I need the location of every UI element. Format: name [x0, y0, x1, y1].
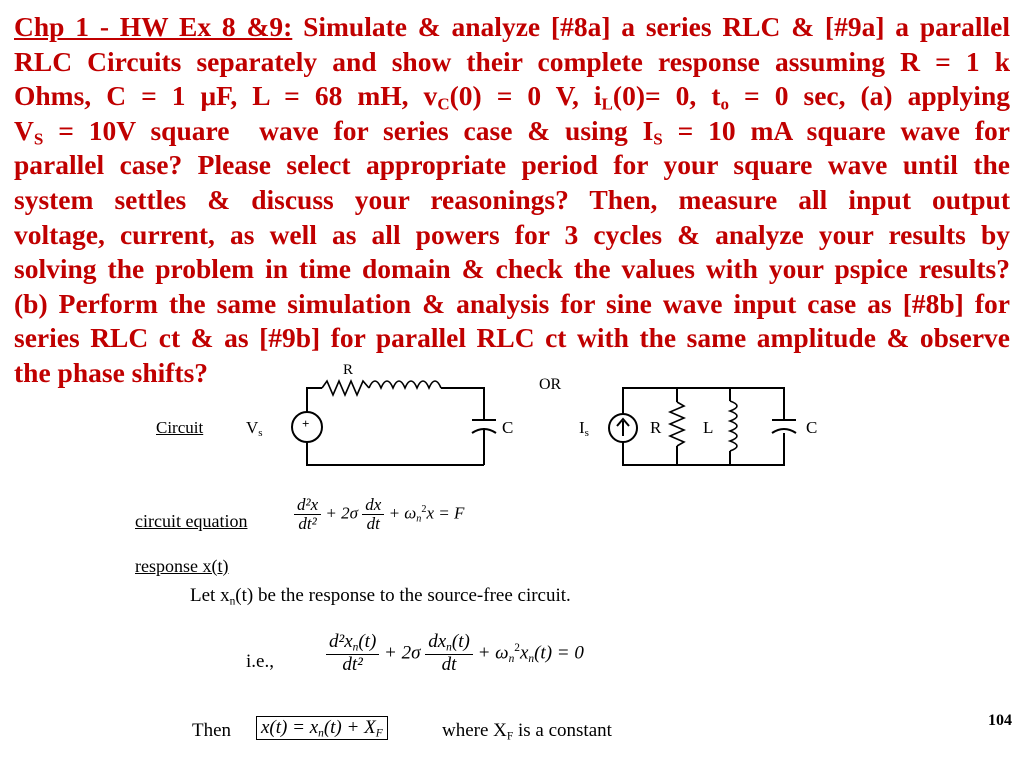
arrow-up-icon	[617, 419, 629, 436]
circuit-equation: $\frac{\text{d²x}}{\text{dt²}}$ + 2σ $\frac{dx}{dt}$ + $\omega n^2x = F$	[294, 496, 464, 534]
problem-line: the phase shifts?	[14, 356, 209, 388]
parallel-r-label: R	[650, 418, 662, 437]
inductor-symbol	[730, 401, 737, 451]
problem-statement	[14, 10, 1010, 391]
complete-response-equation: x(t) = xn(t) + XF	[256, 716, 388, 740]
or-label: OR	[539, 376, 562, 393]
resistor-symbol	[322, 381, 369, 395]
problem-line: series RLC ct & as [#9b] for parallel RLC ct with the same amplitude & observe	[14, 322, 1010, 354]
then-label: Then	[192, 720, 232, 741]
series-r-label: R	[343, 362, 354, 378]
problem-line: RLC Circuits separately and show their complete response assuming R = 1 k	[14, 45, 1010, 77]
plus-sign: +	[302, 416, 310, 431]
ie-label: i.e.,	[246, 651, 274, 672]
response-label: response x(t)	[135, 556, 229, 576]
series-rlc-circuit	[292, 381, 496, 465]
parallel-source-label: $I_s$	[579, 418, 589, 439]
resistor-symbol	[670, 402, 684, 446]
problem-title: Chp 1 - HW Ex 8 &9:	[14, 11, 293, 42]
parallel-c-label: C	[806, 418, 818, 437]
where-line: where XF is a constant	[442, 720, 612, 743]
circuit-label: Circuit	[156, 418, 204, 437]
page-number: 104	[988, 712, 1012, 729]
problem-line: Ohms, C = 1 μF, L = 68 mH, $v_C(0) = 0$ V, $i_L(0)= 0$, $t_o = 0$ sec, (a) applying	[14, 80, 1010, 114]
problem-line: solving the problem in time domain & check the values with your pspice results?	[14, 253, 1010, 285]
problem-line: $V_S = 10V$ square wave for series case & using $I_S = 10$ mA square wave for	[14, 114, 1010, 149]
circuit-equation-label: circuit equation	[135, 511, 248, 531]
source-free-equation: $\frac{\text{d²xn(t)}}{\text{dt²}}$ + 2σ $\frac{\text{dxn(t)}}{dt}$ + $\omega n^2xn(t) = 0$	[326, 632, 584, 676]
problem-line: (b) Perform the same simulation & analysis for sine wave input case as [#8b] for	[14, 287, 1010, 319]
problem-line: parallel case? Please select appropriate period for your square wave until the	[14, 149, 1010, 181]
capacitor-plate-bottom	[772, 429, 796, 433]
let-line: Let xn(t) be the response to the source-free circuit.	[190, 585, 571, 608]
parallel-l-label: L	[703, 418, 714, 437]
problem-line: voltage, current, as well as all powers for 3 cycles & analyze your results by	[14, 218, 1010, 250]
problem-line: Chp 1 - HW Ex 8 &9: Simulate & analyze [#8a] a series RLC & [#9a] a parallel	[14, 11, 1010, 42]
series-source-label: $V_s$	[246, 418, 263, 439]
series-c-label: C	[502, 418, 514, 437]
problem-line: system settles & discuss your reasonings? Then, measure all input output	[14, 183, 1010, 215]
inductor-symbol	[369, 381, 441, 388]
